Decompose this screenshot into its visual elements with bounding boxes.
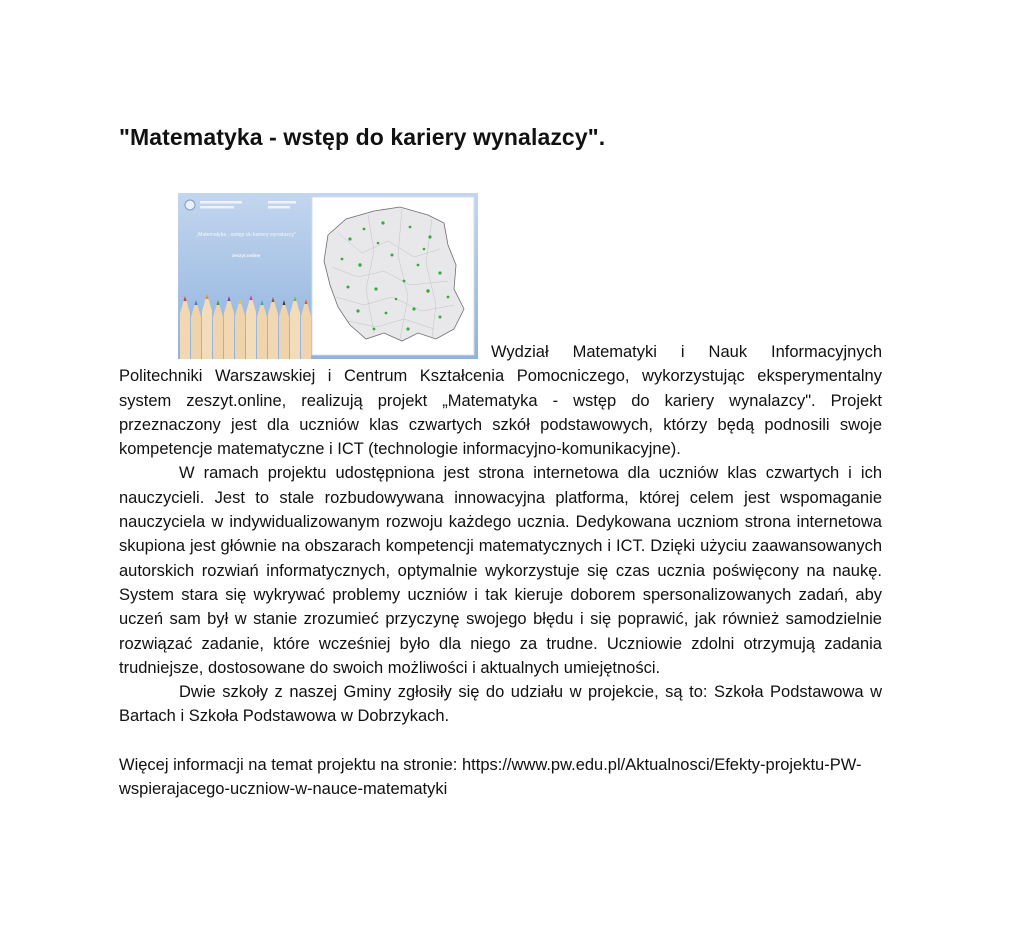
paragraph-intro: Wydział Matematyki i Nauk Informacyjnych Politechniki Warszawskiej i Centrum Kształcenia Pomocniczego, wykorzystując eksperymentalny system zeszyt.online, realizują projekt „Matematyka - wstęp do kariery wynalazcy". Projekt przeznaczony jest dla uczniów klas czwartych szkół podstawowych, którzy będą podnosili swoje kompetencje matematyczne i ICT (technologie informacyjno-komunikacyjne).: [119, 343, 882, 459]
poster-caption-main: „Matematyka - wstęp do kariery wynalazcy”: [196, 232, 296, 238]
paragraph-platform: W ramach projektu udostępniona jest strona internetowa dla uczniów klas czwartych i ich nauczycieli. Jest to stale rozbudowywana innowacyjna platforma, której celem jest wspomaganie nauczyciela w indywidualizowanym rozwoju każdego ucznia. Dedykowana uczniom strona internetowa skupiona jest głównie na obszarach kompetencji matematycznych i ICT. Dzięki użyciu zaawansowanych autorskich rozwiań informatycznych, optymalnie wykorzystuje się czas ucznia poświęcony na naukę. System stara się wykrywać problemy uczniów i tak kieruje doborem spersonalizowanych zadań, aby uczeń sam był w stanie zrozumieć przyczynę swojego błędu i się poprawić, jak również samodzielnie rozwiązać zadanie, które wcześniej było dla niego za trudne. Uczniowie zdolni otrzymują zadania trudniejsze, dostosowane do swoich możliwości i aktualnych umiejętności.: [119, 464, 882, 677]
paragraph-schools: Dwie szkoły z naszej Gminy zgłosiły się do udziału w projekcie, są to: Szkoła Podstawowa w Bartach i Szkoła Podstawowa w Dobrzykach.: [119, 683, 882, 726]
article-body: [119, 340, 882, 801]
poster-caption-sub: zeszyt.online: [231, 253, 261, 258]
page-title: "Matematyka - wstęp do kariery wynalazcy".: [119, 124, 606, 150]
project-poster-image: [178, 193, 478, 359]
more-info-link-text[interactable]: Więcej informacji na temat projektu na stronie: https://www.pw.edu.pl/Aktualnosci/Efekty-projektu-PW-wspierajacego-uczniow-w-nauce-matematyki: [119, 755, 862, 799]
